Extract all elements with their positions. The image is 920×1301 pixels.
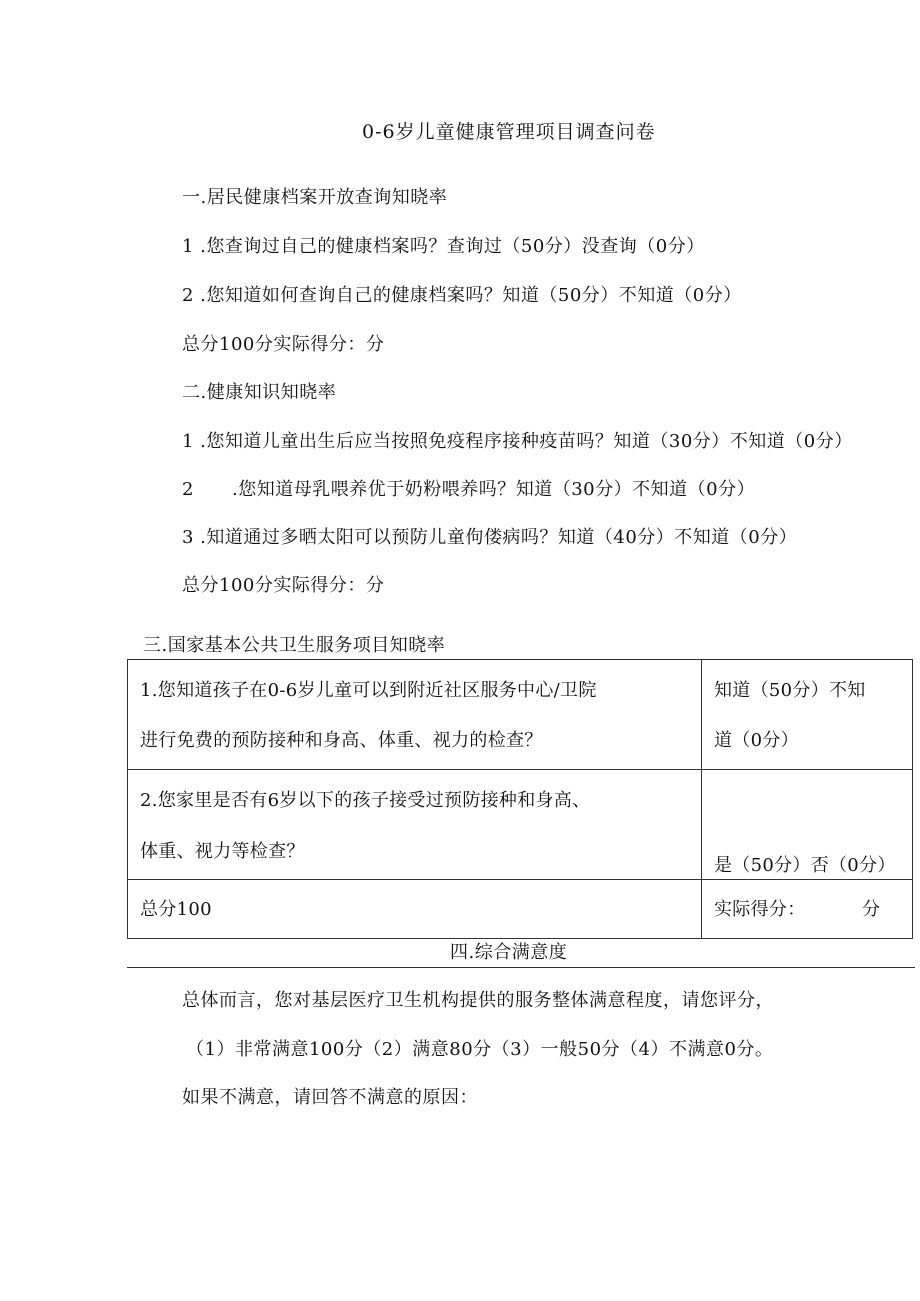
section-2-question-3: 3 .知道通过多晒太阳可以预防儿童佝偻病吗？知道（40分）不知道（0分） — [182, 527, 798, 548]
section-1-heading: 一.居民健康档案开放查询知晓率 — [182, 187, 448, 208]
table-row-2-question-cell — [127, 769, 702, 880]
section-2-question-1: 1 .您知道儿童出生后应当按照免疫程序接种疫苗吗？知道（30分）不知道（0分） — [182, 431, 853, 452]
table-row-1-answer-line-1: 知道（50分）不知 — [714, 680, 866, 701]
document-title: 0-6岁儿童健康管理项目调查问卷 — [362, 121, 656, 143]
table-row-2-answer: 是（50分）否（0分） — [714, 855, 896, 876]
table-row-1-question-line-2: 进行免费的预防接种和身高、体重、视力的检查？ — [140, 730, 543, 751]
table-row-2-question-line-1: 2.您家里是否有6岁以下的孩子接受过预防接种和身高、 — [140, 790, 591, 811]
section-2-heading: 二.健康知识知晓率 — [182, 382, 337, 403]
table-row-2-answer-cell — [701, 769, 913, 880]
section-3-heading: 三.国家基本公共卫生服务项目知晓率 — [143, 635, 446, 656]
section-1-question-1: 1 .您查询过自己的健康档案吗？查询过（50分）没查询（0分） — [182, 236, 705, 257]
section-4-heading: 四.综合满意度 — [450, 942, 568, 963]
section-4-followup: 如果不满意，请回答不满意的原因： — [182, 1087, 478, 1108]
section-2-question-2: .您知道母乳喂养优于奶粉喂养吗？知道（30分）不知道（0分） — [232, 479, 756, 500]
table-row-3-score-unit: 分 — [862, 899, 881, 920]
table-row-3-score-label: 实际得分： — [714, 899, 806, 920]
table-row-1-answer-line-2: 道（0分） — [714, 730, 799, 751]
table-row-1-question-line-1: 1.您知道孩子在0-6岁儿童可以到附近社区服务中心/卫院 — [140, 680, 597, 701]
section-4-prompt: 总体而言，您对基层医疗卫生机构提供的服务整体满意程度，请您评分， — [182, 990, 774, 1011]
table-row-3-total: 总分100 — [140, 899, 212, 920]
section-2-question-2-number: 2 — [182, 479, 194, 500]
section-4-options: （1）非常满意100分（2）满意80分（3）一般50分（4）不满意0分。 — [186, 1039, 774, 1060]
section-2-total: 总分100分实际得分：分 — [182, 575, 385, 596]
table-row-3-total-cell — [127, 879, 702, 939]
section-1-question-2: 2 .您知道如何查询自己的健康档案吗？知道（50分）不知道（0分） — [182, 285, 742, 306]
section-4-divider — [127, 967, 915, 968]
table-row-3-score-cell — [701, 879, 913, 939]
table-row-1-answer-cell — [701, 659, 913, 770]
table-row-1-question-cell — [127, 659, 702, 770]
table-row-2-question-line-2: 体重、视力等检查？ — [140, 841, 305, 862]
section-1-total: 总分100分实际得分：分 — [182, 334, 385, 355]
